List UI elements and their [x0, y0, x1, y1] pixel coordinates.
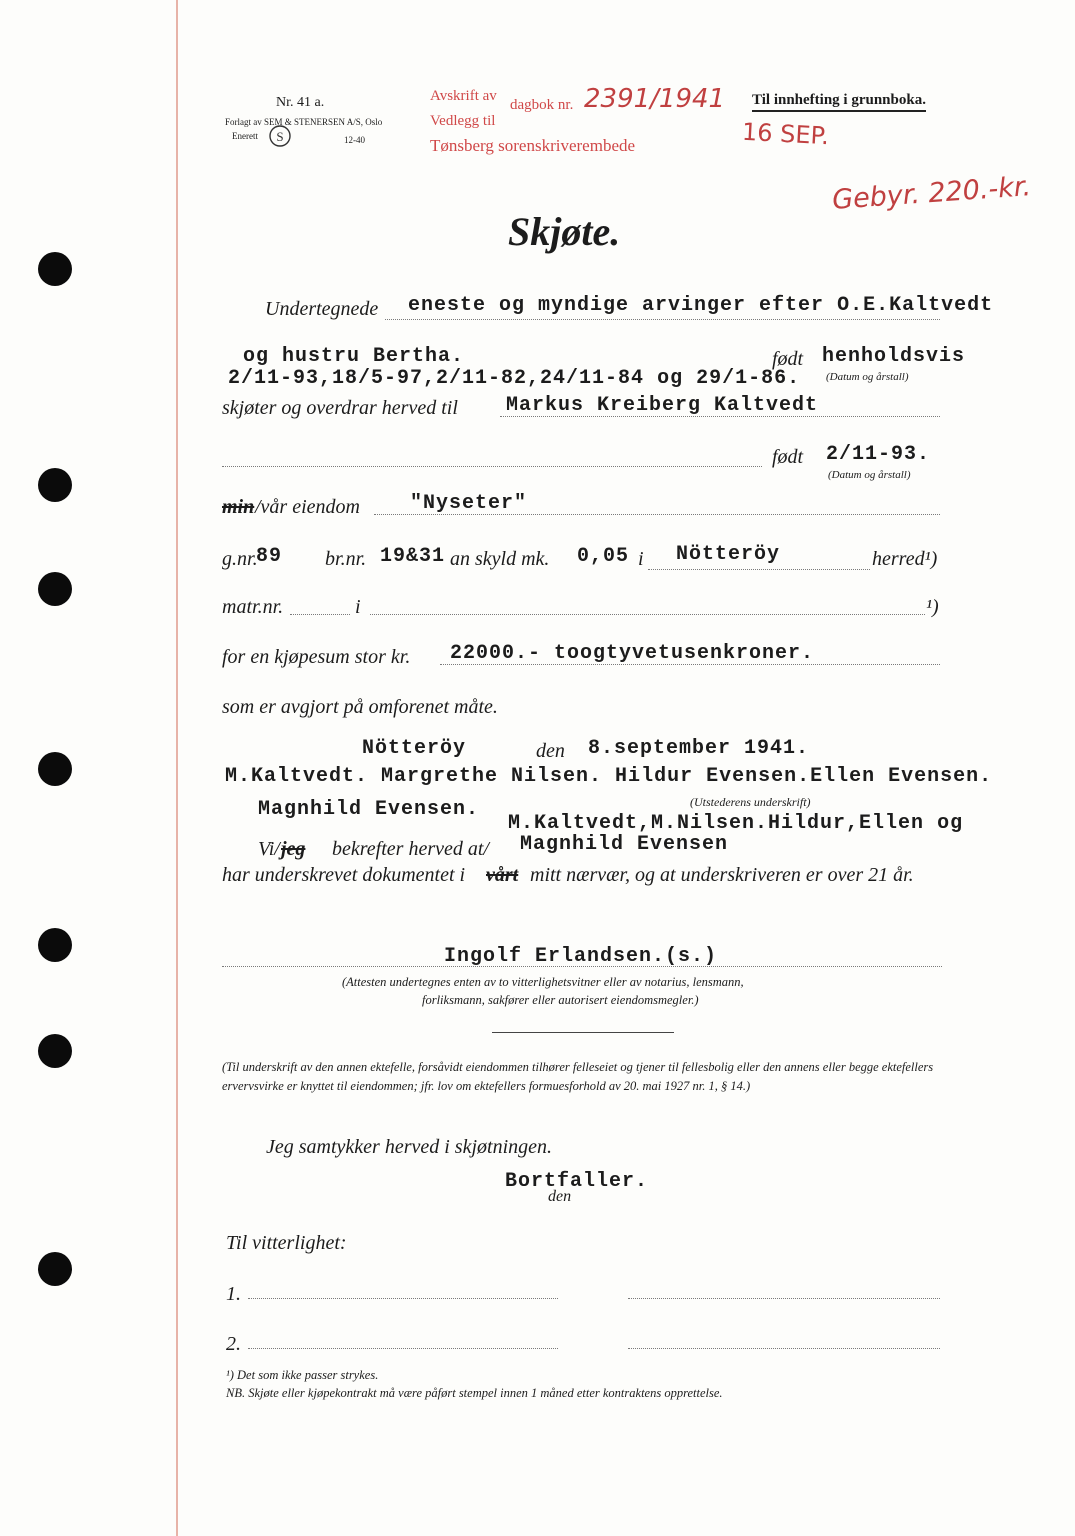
i-label: i: [638, 548, 644, 570]
signers-line1: M.Kaltvedt. Margrethe Nilsen. Hildur Evensen.Ellen Evensen.: [225, 765, 993, 788]
rule: [222, 466, 762, 467]
punch-hole: [38, 928, 72, 962]
brnr-value: 19&31: [380, 545, 446, 568]
rule: [440, 664, 940, 665]
punch-hole: [38, 752, 72, 786]
stamp-dagbok: dagbok nr.: [510, 97, 574, 113]
den-label: den: [536, 740, 565, 762]
punch-hole: [38, 252, 72, 286]
rule: [500, 416, 940, 417]
witness-1-line: [248, 1298, 558, 1299]
attest-note-2: forliksmann, sakfører eller autorisert eiendomsmegler.): [422, 993, 699, 1007]
birth-dates: 2/11-93,18/5-97,2/11-82,24/11-84 og 29/1-86.: [228, 367, 801, 390]
form-number: Nr. 41 a.: [276, 95, 325, 110]
witness-2-line-right: [628, 1348, 940, 1349]
bekrefter-label: bekrefter herved at/: [332, 838, 489, 860]
utsteder-hint: (Utstederens underskrift): [690, 795, 811, 809]
footnote-nb: NB. Skjøte eller kjøpekontrakt må være påført stempel innen 1 måned etter kontraktens opprettelse.: [226, 1386, 723, 1400]
naervaer-struck: vårt: [486, 864, 519, 886]
rule: [648, 569, 870, 570]
fodt-value: henholdsvis: [822, 345, 966, 368]
date: 8.september 1941.: [588, 737, 810, 760]
grantors-cont: og hustru Bertha.: [243, 345, 465, 368]
buyer-fodt-label: født: [772, 446, 804, 468]
undertegnede-label: Undertegnede: [265, 298, 379, 320]
grantors: eneste og myndige arvinger efter O.E.Kaltvedt: [408, 294, 994, 317]
spouse-note: (Til underskrift av den annen ektefelle, forsåvidt eiendommen tilhører felleseiet og tjener til fellesbolig eller den annens eller begge ektefellers ervervsvirke er knyttet til eiendommen; jfr. lov om ektefellers formuesforhold av 20. mai 1927 nr. 1, § 14.): [222, 1060, 934, 1093]
footnote-1: ¹) Det som ikke passer strykes.: [226, 1368, 379, 1382]
vitterlighet-label: Til vitterlighet:: [226, 1232, 347, 1254]
rule: [370, 614, 925, 615]
matr-i: i: [355, 596, 361, 618]
grunnbok-note: Til innhefting i grunnboka.: [752, 92, 926, 112]
rule: [385, 319, 940, 320]
punch-hole: [38, 1034, 72, 1068]
eiendom-name: "Nyseter": [410, 492, 528, 515]
eiendom-label: /vår eiendom: [255, 496, 360, 518]
eneret-label: Enerett: [232, 131, 258, 141]
stamp-office: Tønsberg sorenskriverembede: [430, 136, 636, 155]
rule: [374, 514, 940, 515]
kjopesum-value: 22000.- toogtyvetusenkroner.: [450, 642, 815, 665]
samtykke-text: Jeg samtykker herved i skjøtningen.: [266, 1136, 553, 1158]
skyld-label: an skyld mk.: [450, 548, 550, 570]
attestor: Ingolf Erlandsen.(s.): [444, 945, 718, 968]
publisher-line: Forlagt av SEM & STENERSEN A/S, Oslo: [225, 117, 383, 127]
witness-1-label: 1.: [226, 1283, 241, 1305]
witness-names-line2: Magnhild Evensen: [520, 833, 729, 856]
herred-label: herred¹): [872, 548, 938, 570]
page-title: Skjøte.: [508, 209, 621, 254]
svg-text:S: S: [276, 129, 284, 144]
datum-hint: (Datum og årstall): [826, 371, 909, 383]
rule: [222, 966, 942, 967]
brnr-label: br.nr.: [325, 548, 367, 570]
punch-hole: [38, 1252, 72, 1286]
herred-value: Nötteröy: [676, 543, 781, 566]
place: Nötteröy: [362, 737, 467, 760]
witness-2-label: 2.: [226, 1333, 241, 1355]
fodt-label: født: [772, 348, 804, 370]
form-code: 12-40: [344, 135, 365, 145]
witness-1-line-right: [628, 1298, 940, 1299]
stamp-avskrift: Avskrift av: [430, 88, 497, 104]
gnr-value: 89: [256, 545, 283, 568]
separator: [492, 1032, 674, 1033]
den-small: den: [548, 1188, 572, 1205]
avgjort-text: som er avgjort på omforenet måte.: [222, 696, 498, 718]
witness-2-line: [248, 1348, 558, 1349]
kjopesum-label: for en kjøpesum stor kr.: [222, 646, 411, 668]
matr-label: matr.nr.: [222, 596, 284, 618]
buyer-fodt-value: 2/11-93.: [826, 443, 931, 466]
dagbok-number: 2391/1941: [584, 84, 726, 114]
punch-hole: [38, 572, 72, 606]
gebyr-note: Gebyr. 220.-kr.: [831, 171, 1032, 216]
datum-hint-2: (Datum og årstall): [828, 469, 911, 481]
publisher-logo-icon: [268, 124, 292, 148]
naervaer-post: mitt nærvær, og at underskriveren er over 21 år.: [530, 864, 914, 886]
skyld-value: 0,05: [577, 545, 630, 568]
date-stamp: 16 SEP.: [741, 117, 830, 151]
rule: [290, 614, 350, 615]
witness-names-line1: M.Kaltvedt,M.Nilsen.Hildur,Ellen og: [508, 812, 964, 835]
vi-prefix: Vi/: [258, 838, 280, 860]
buyer-name: Markus Kreiberg Kaltvedt: [506, 394, 819, 417]
stamp-vedlegg: Vedlegg til: [430, 113, 496, 129]
eiendom-prefix-struck: min: [222, 496, 255, 518]
punch-hole: [38, 468, 72, 502]
naervaer-pre: har underskrevet dokumentet i: [222, 864, 466, 886]
bortfaller: Bortfaller.: [505, 1170, 649, 1193]
gnr-label: g.nr.: [222, 548, 258, 570]
attest-note-1: (Attesten undertegnes enten av to vitterlighetsvitner eller av notarius, lensmann,: [342, 975, 744, 989]
skjoter-label: skjøter og overdrar herved til: [222, 397, 458, 419]
signers-line2: Magnhild Evensen.: [258, 798, 480, 821]
jeg-struck: jeg: [281, 838, 306, 860]
margin-line: [176, 0, 178, 1536]
matr-end: ¹): [926, 596, 939, 618]
